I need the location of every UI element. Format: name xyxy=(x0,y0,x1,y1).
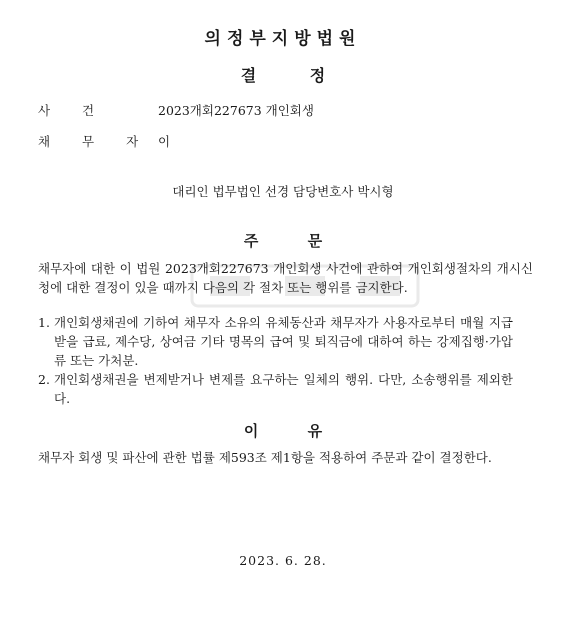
list-item xyxy=(38,370,513,408)
order-item-list xyxy=(38,313,513,408)
case-row xyxy=(38,102,314,120)
debtor-row xyxy=(38,133,170,151)
list-item-text: 개인회생채권을 변제받거나 변제를 요구하는 일체의 행위. 다만, 소송행위를 제외한다. xyxy=(54,372,513,406)
list-item-number: 1. xyxy=(38,315,50,330)
case-value: 2023개회227673 개인회생 xyxy=(158,103,314,118)
order-section-title: 주 문 xyxy=(243,232,323,250)
decision-date: 2023. 6. 28. xyxy=(239,553,327,568)
legal-agent: 대리인 법무법인 선경 담당변호사 박시형 xyxy=(172,184,394,199)
document-type-title: 결 정 xyxy=(240,66,326,85)
list-item xyxy=(38,313,513,370)
reason-paragraph: 채무자 회생 및 파산에 관한 법률 제593조 제1항을 적용하여 주문과 같이 결정한다. xyxy=(38,450,492,465)
debtor-value: 이 xyxy=(158,134,171,149)
court-name: 의정부지방법원 xyxy=(204,29,362,49)
debtor-label: 채 무 자 xyxy=(38,134,153,149)
list-item-number: 2. xyxy=(38,372,50,387)
reason-section-title: 이 유 xyxy=(243,422,323,440)
order-intro-paragraph: 채무자에 대한 이 법원 2023개회227673 개인회생 사건에 관하여 개인회생절차의 개시신청에 대한 결정이 있을 때까지 다음의 각 절차 또는 행위를 금지한다. xyxy=(38,261,533,295)
case-label: 사 건 xyxy=(38,103,109,118)
list-item-text: 개인회생채권에 기하여 채무자 소유의 유체동산과 채무자가 사용자로부터 매월 지급받을 급료, 제수당, 상여금 기타 명목의 급여 및 퇴직금에 대하여 하는 강제집행·가압류 또는 가처분. xyxy=(54,315,513,368)
